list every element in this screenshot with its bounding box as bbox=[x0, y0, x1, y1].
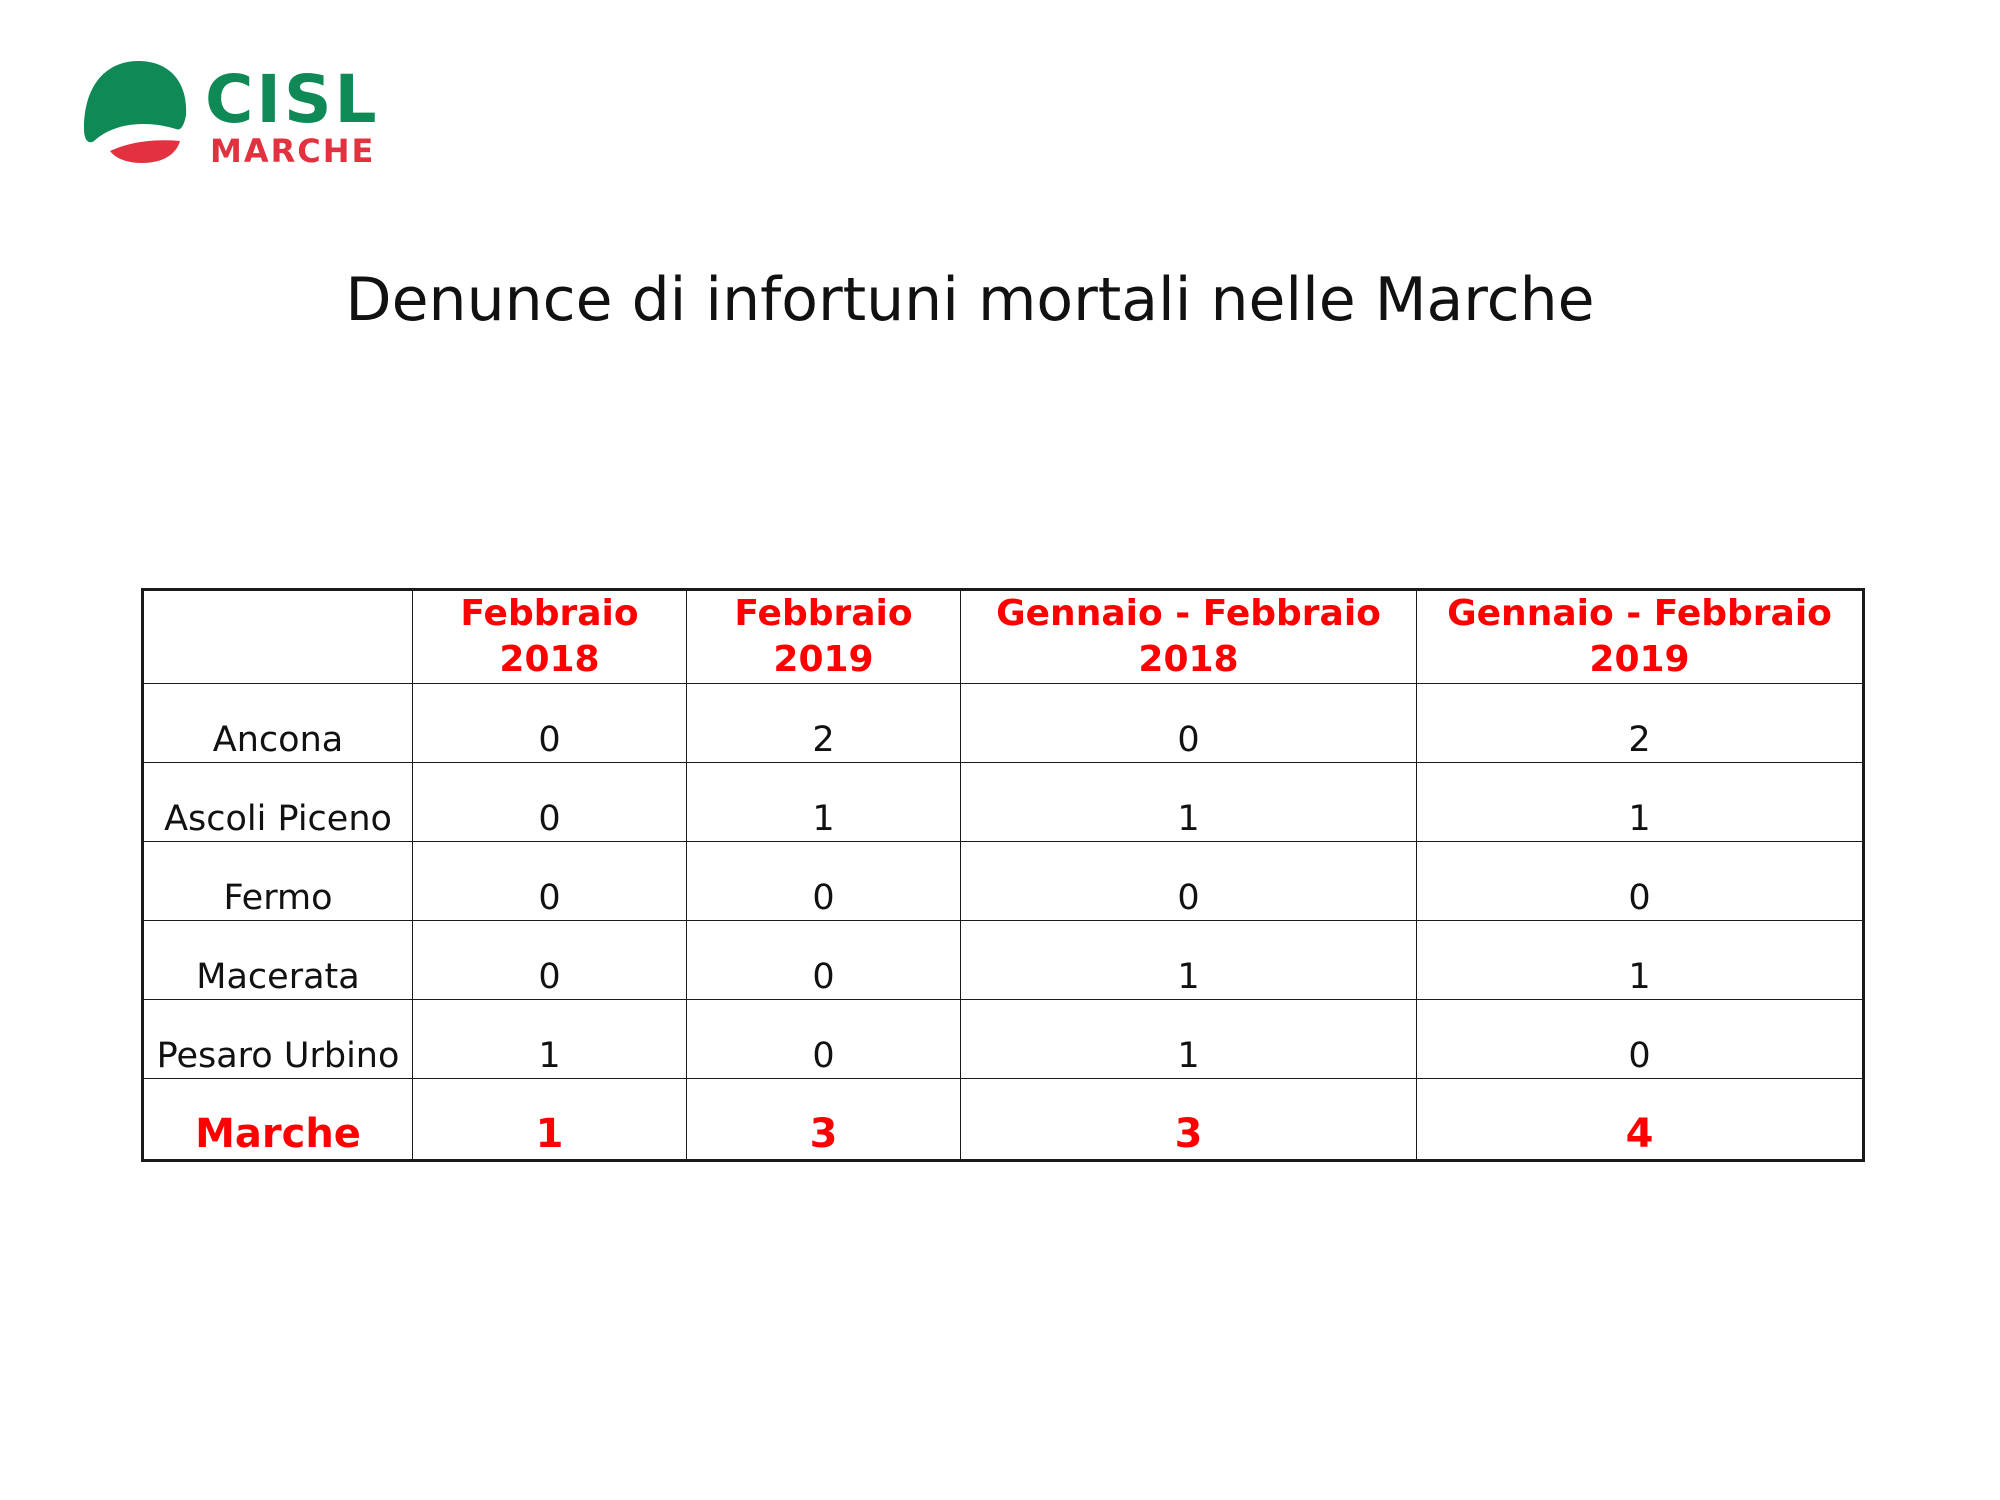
table-cell: 1 bbox=[1417, 763, 1864, 842]
column-header-period: Febbraio bbox=[460, 593, 639, 634]
table-row bbox=[143, 842, 1864, 921]
column-header bbox=[1417, 590, 1864, 684]
column-header-period: Febbraio bbox=[734, 593, 913, 634]
total-cell: 4 bbox=[1417, 1079, 1864, 1161]
header-empty-cell bbox=[143, 590, 413, 684]
column-header-period: Gennaio - Febbraio bbox=[1447, 593, 1832, 634]
cisl-marche-logo bbox=[80, 55, 410, 175]
column-header-year: 2018 bbox=[499, 639, 600, 680]
table-row bbox=[143, 921, 1864, 1000]
fatal-accidents-table bbox=[141, 588, 1865, 1162]
logo-region: MARCHE bbox=[210, 132, 376, 170]
row-label: Ancona bbox=[143, 684, 413, 763]
row-label: Ascoli Piceno bbox=[143, 763, 413, 842]
table-cell: 2 bbox=[1417, 684, 1864, 763]
table-row bbox=[143, 1000, 1864, 1079]
table-cell: 0 bbox=[1417, 1000, 1864, 1079]
table-cell: 1 bbox=[1417, 921, 1864, 1000]
table-cell: 0 bbox=[1417, 842, 1864, 921]
column-header bbox=[687, 590, 961, 684]
table-cell: 1 bbox=[961, 763, 1417, 842]
column-header bbox=[413, 590, 687, 684]
table-cell: 0 bbox=[687, 1000, 961, 1079]
table-row bbox=[143, 763, 1864, 842]
table-header-row bbox=[143, 590, 1864, 684]
table-cell: 1 bbox=[687, 763, 961, 842]
table-cell: 1 bbox=[961, 1000, 1417, 1079]
table-cell: 2 bbox=[687, 684, 961, 763]
cisl-logo-mark-icon bbox=[80, 55, 200, 175]
table-cell: 0 bbox=[413, 842, 687, 921]
table-cell: 0 bbox=[961, 842, 1417, 921]
total-cell: 3 bbox=[687, 1079, 961, 1161]
total-cell: 3 bbox=[961, 1079, 1417, 1161]
table-cell: 0 bbox=[961, 684, 1417, 763]
table-cell: 1 bbox=[961, 921, 1417, 1000]
table-cell: 0 bbox=[687, 842, 961, 921]
total-label: Marche bbox=[143, 1079, 413, 1161]
table-cell: 0 bbox=[413, 921, 687, 1000]
column-header-year: 2019 bbox=[773, 639, 874, 680]
total-cell: 1 bbox=[413, 1079, 687, 1161]
table-cell: 1 bbox=[413, 1000, 687, 1079]
column-header bbox=[961, 590, 1417, 684]
table-cell: 0 bbox=[413, 763, 687, 842]
table-cell: 0 bbox=[413, 684, 687, 763]
row-label: Pesaro Urbino bbox=[143, 1000, 413, 1079]
table-cell: 0 bbox=[687, 921, 961, 1000]
logo-wordmark: CISL bbox=[205, 61, 380, 138]
column-header-period: Gennaio - Febbraio bbox=[996, 593, 1381, 634]
page-title: Denunce di infortuni mortali nelle Marche bbox=[345, 265, 1595, 335]
column-header-year: 2018 bbox=[1138, 639, 1239, 680]
row-label: Macerata bbox=[143, 921, 413, 1000]
table-row bbox=[143, 684, 1864, 763]
row-label: Fermo bbox=[143, 842, 413, 921]
table-total-row bbox=[143, 1079, 1864, 1161]
column-header-year: 2019 bbox=[1589, 639, 1690, 680]
